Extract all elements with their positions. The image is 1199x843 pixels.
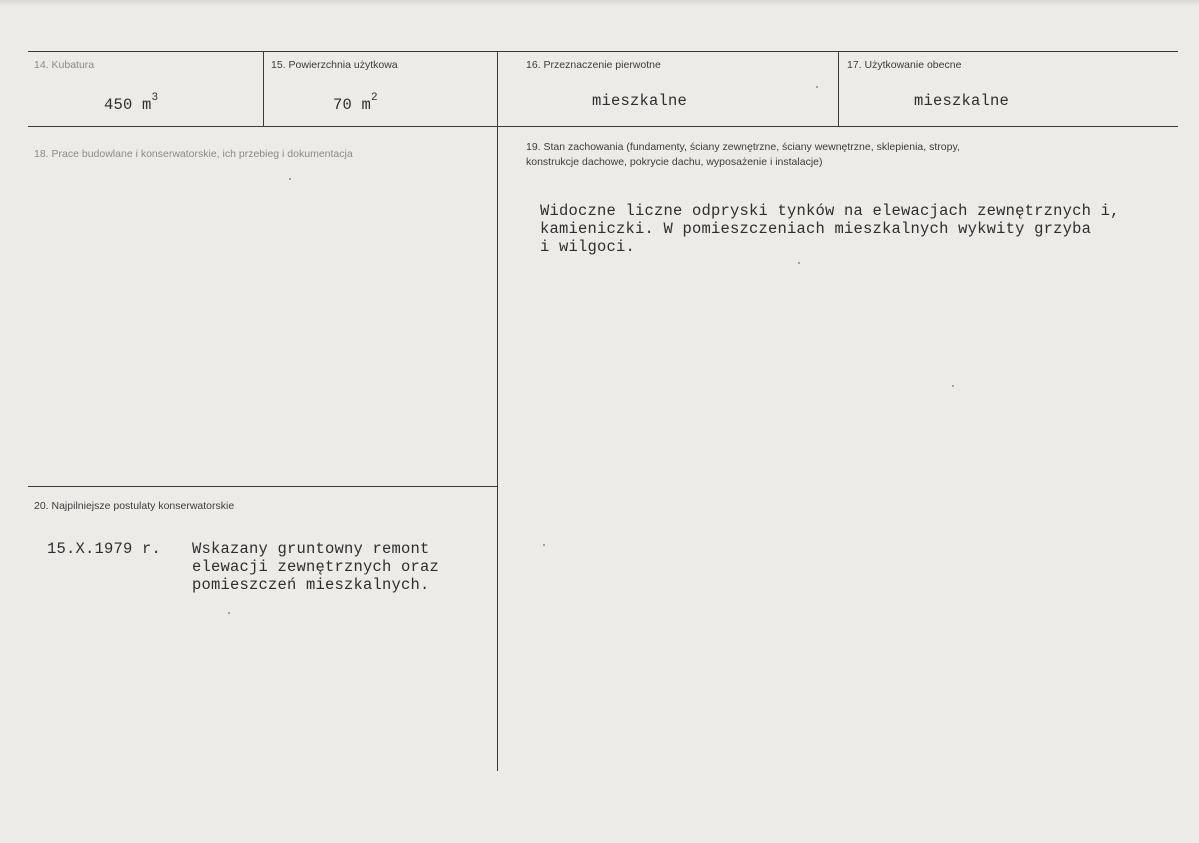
field-19-text-line-3: i wilgoci.: [540, 238, 636, 256]
paper-edge: [0, 0, 1199, 6]
middle-rule: [28, 126, 1178, 127]
paper-speck: [228, 612, 230, 614]
lower-left-rule: [28, 486, 498, 487]
field-18-label: 18. Prace budowlane i konserwatorskie, ich przebieg i dokumentacja: [34, 148, 353, 160]
field-17-value: mieszkalne: [914, 92, 1010, 110]
divider-main: [497, 51, 498, 771]
field-20-date: 15.X.1979 r.: [47, 540, 162, 558]
field-15-label: 15. Powierzchnia użytkowa: [271, 59, 398, 71]
field-19-text-line-2: kamieniczki. W pomieszczeniach mieszkalnych wykwity grzyba: [540, 220, 1092, 238]
field-15-value: [333, 92, 378, 114]
field-17-label: 17. Użytkowanie obecne: [847, 59, 962, 71]
paper-speck: [952, 385, 954, 387]
field-14-label: 14. Kubatura: [34, 59, 95, 71]
field-14-value: [104, 92, 158, 114]
field-20-text-line-3: pomieszczeń mieszkalnych.: [192, 576, 430, 594]
field-16-label: 16. Przeznaczenie pierwotne: [526, 59, 661, 71]
field-20-text-line-2: elewacji zewnętrznych oraz: [192, 558, 440, 576]
divider-16-17: [838, 51, 839, 127]
divider-14-15: [263, 51, 264, 127]
top-rule: [28, 51, 1178, 52]
field-20-label: [34, 499, 234, 514]
field-15-number: 70 m: [333, 96, 372, 115]
paper-speck: [543, 544, 545, 546]
field-14-exponent: 3: [151, 92, 159, 104]
field-20-text-line-1: Wskazany gruntowny remont: [192, 540, 430, 558]
field-16-value: mieszkalne: [592, 92, 688, 110]
paper-speck: [289, 178, 291, 180]
field-15-exponent: 2: [371, 92, 378, 104]
paper-speck: [816, 86, 818, 88]
field-19-label-line-1: 19. Stan zachowania (fundamenty, ściany zewnętrzne, ściany wewnętrzne, sklepienia, stropy,: [526, 141, 960, 153]
field-19-text-line-1: Widoczne liczne odpryski tynków na elewacjach zewnętrznych i,: [540, 202, 1120, 220]
field-20-label-text: 20. Najpilniejsze postulaty konserwatorskie: [34, 500, 235, 512]
field-14-number: 450 m: [104, 96, 152, 115]
field-19-label-line-2: konstrukcje dachowe, pokrycie dachu, wyposażenie i instalacje): [526, 156, 823, 168]
paper-speck: [798, 262, 800, 264]
